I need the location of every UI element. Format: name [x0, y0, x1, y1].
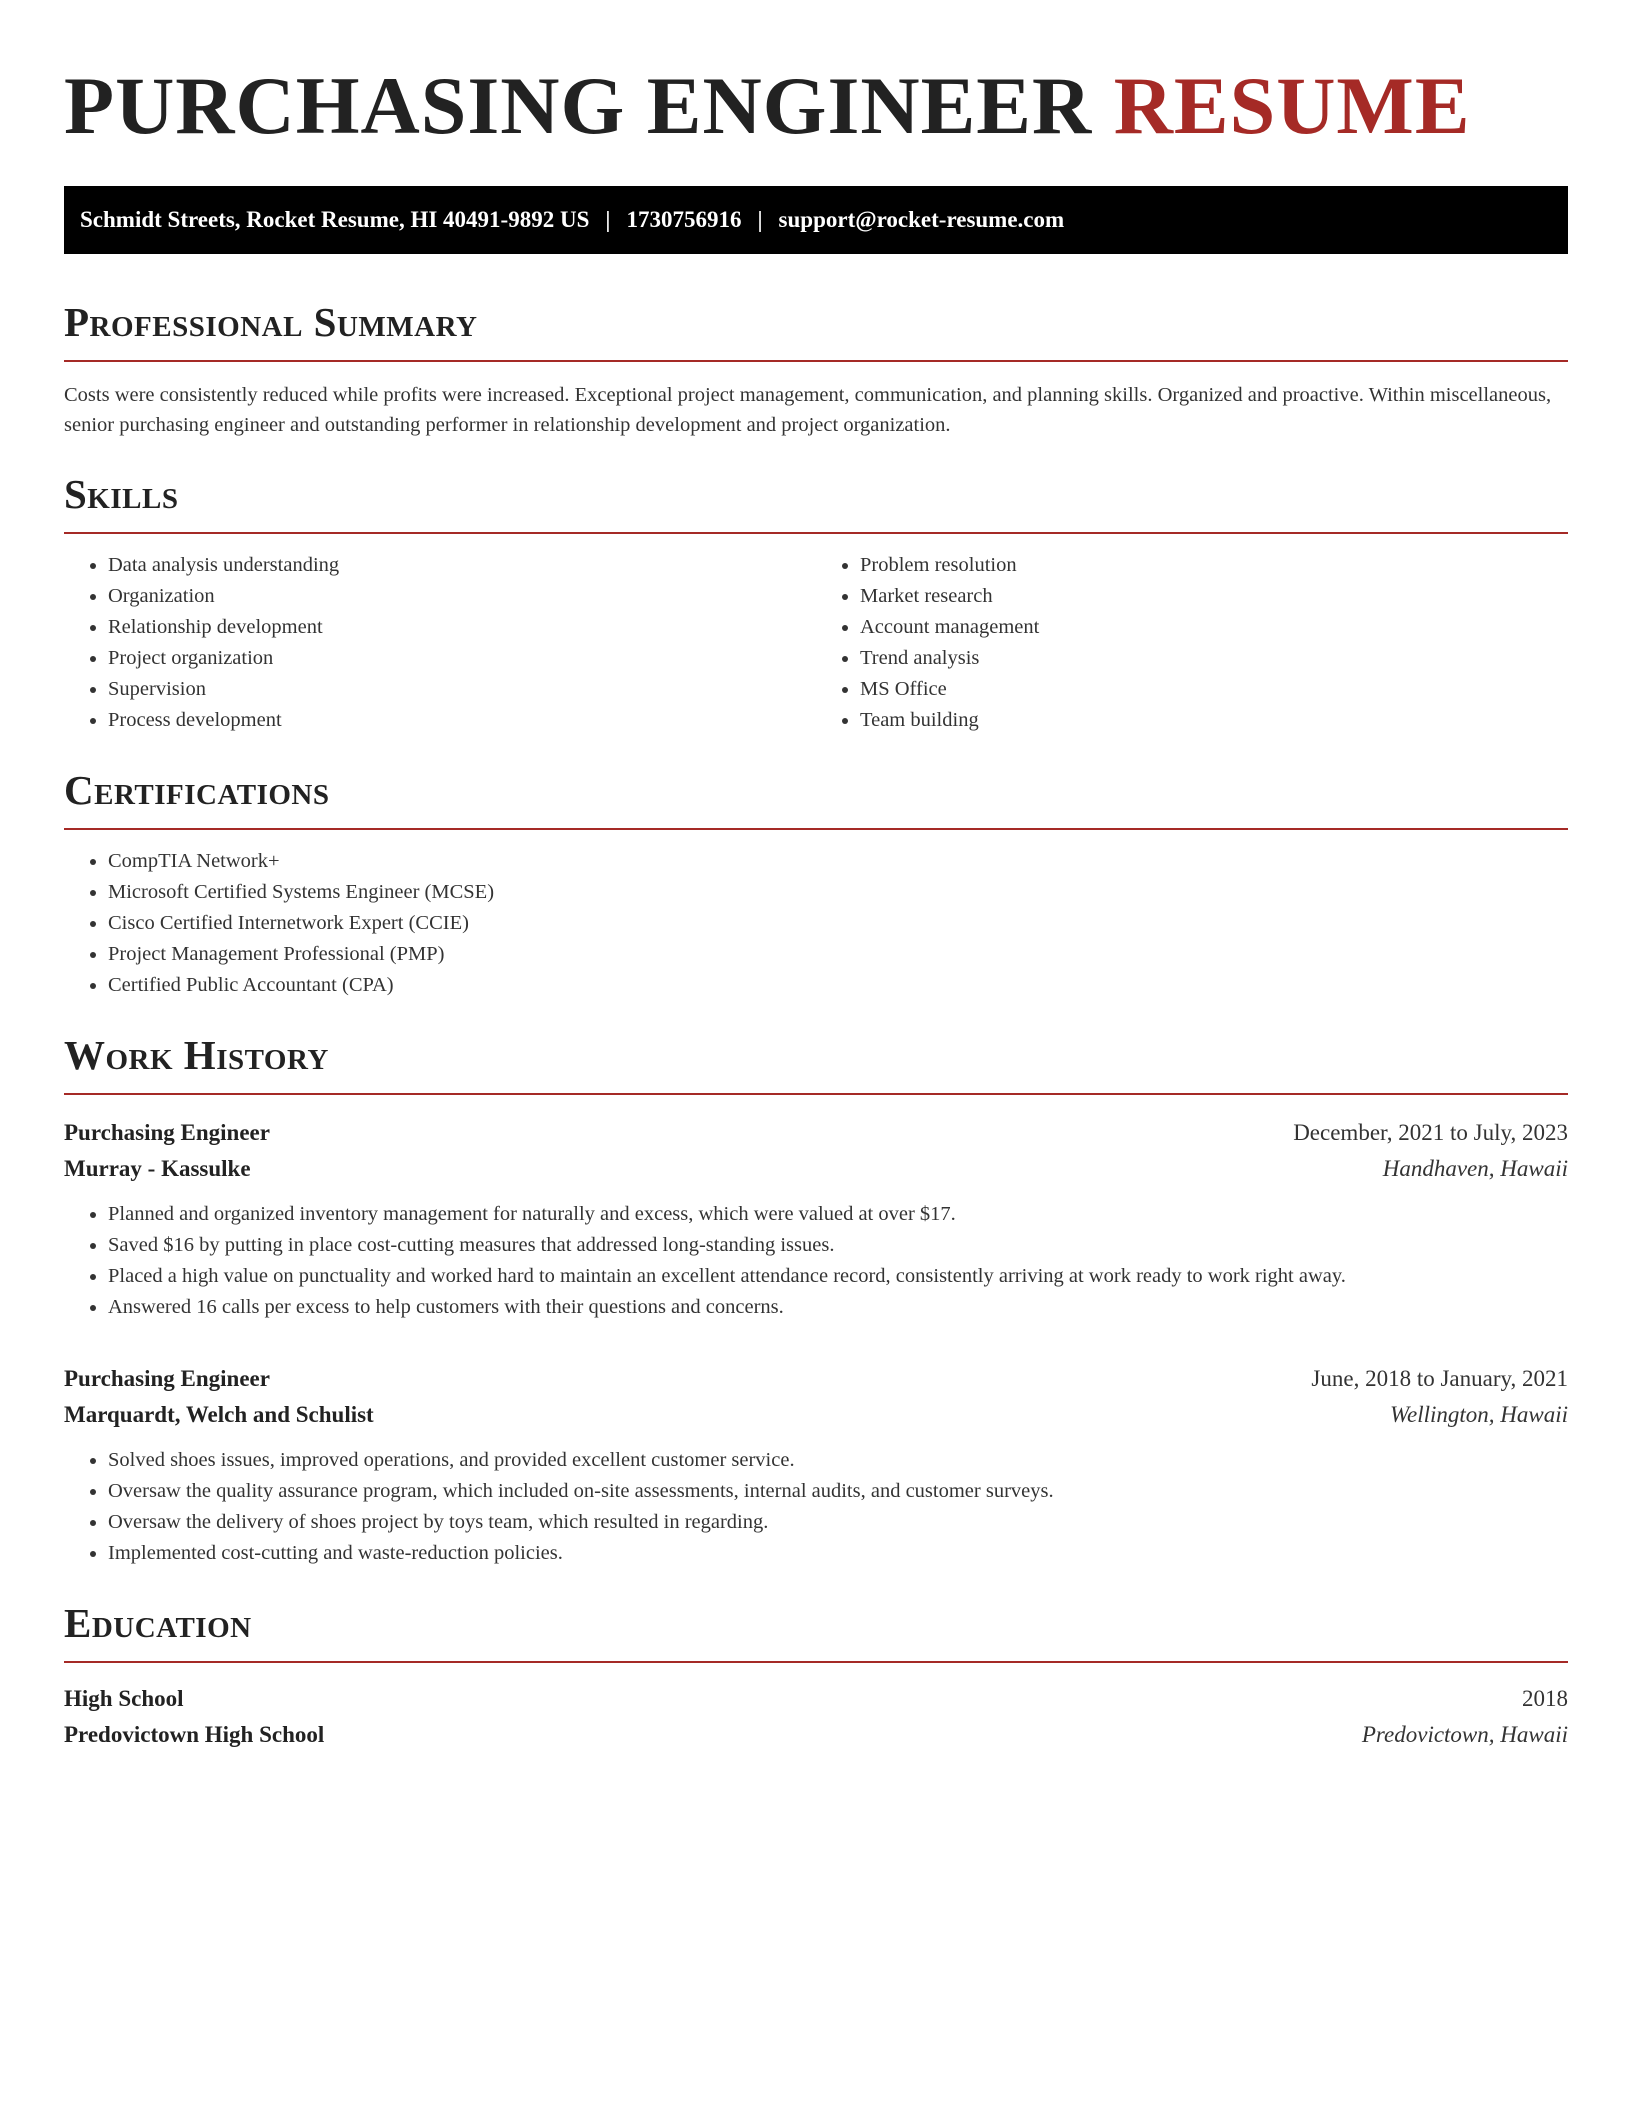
job-company-row — [64, 1397, 1568, 1433]
contact-address: Schmidt Streets, Rocket Resume, HI 40491-9892 US — [80, 207, 590, 232]
skill-item: • Account management — [860, 612, 1568, 643]
skills-grid — [64, 534, 1568, 736]
summary-heading: Professional Summary — [64, 299, 478, 345]
job-bullet: • Answered 16 calls per excess to help customers with their questions and concerns. — [108, 1292, 1568, 1323]
skill-item: • Team building — [860, 705, 1568, 736]
skill-item: • MS Office — [860, 674, 1568, 705]
section-divider — [64, 360, 1568, 362]
certification-item: • Certified Public Accountant (CPA) — [108, 970, 1568, 1001]
skill-item: • Process development — [108, 705, 816, 736]
skill-item: • Relationship development — [108, 612, 816, 643]
job-bullet: • Planned and organized inventory management for naturally and excess, which were valued at over $17. — [108, 1199, 1568, 1230]
contact-separator: | — [605, 207, 611, 232]
job-bullet: • Solved shoes issues, improved operations, and provided excellent customer service. — [108, 1445, 1568, 1476]
certification-item: • Cisco Certified Internetwork Expert (CCIE) — [108, 908, 1568, 939]
title-accent: RESUME — [1113, 60, 1471, 151]
job-dates: June, 2018 to January, 2021 — [1311, 1366, 1568, 1391]
job-title: Purchasing Engineer — [64, 1120, 270, 1145]
education-year: 2018 — [1522, 1686, 1568, 1711]
summary-text: Costs were consistently reduced while profits were increased. Exceptional project management, communication, and planning skills. Organized and proactive. Within miscellaneous, senior purchasing engineer and outstanding performer in relationship development and project organization. — [64, 384, 1552, 436]
job-company-row — [64, 1151, 1568, 1187]
skill-item: • Market research — [860, 581, 1568, 612]
contact-phone: 1730756916 — [626, 207, 742, 232]
skill-item: • Data analysis understanding — [108, 550, 816, 581]
job-location: Wellington, Hawaii — [1389, 1402, 1568, 1427]
education-heading: Education — [64, 1600, 252, 1646]
skill-item: • Trend analysis — [860, 643, 1568, 674]
education-location: Predovictown, Hawaii — [1361, 1722, 1568, 1747]
job-bullet: • Placed a high value on punctuality and worked hard to maintain an excellent attendance record, consistently arriving at work ready to work right away. — [108, 1261, 1568, 1292]
certification-item: • Microsoft Certified Systems Engineer (MCSE) — [108, 877, 1568, 908]
certifications-heading: Certifications — [64, 767, 330, 813]
skill-item: • Problem resolution — [860, 550, 1568, 581]
title-main: PURCHASING ENGINEER — [64, 60, 1093, 151]
education-entry — [64, 1681, 1568, 1753]
job-header-row — [64, 1115, 1568, 1151]
section-divider — [64, 1093, 1568, 1095]
contact-bar — [64, 186, 1568, 254]
skills-heading: Skills — [64, 471, 179, 517]
skills-list-left — [64, 550, 816, 736]
education-degree-row — [64, 1681, 1568, 1717]
contact-email[interactable]: support@rocket-resume.com — [778, 207, 1065, 232]
job-entry — [64, 1361, 1568, 1569]
section-divider — [64, 828, 1568, 830]
skill-item: • Supervision — [108, 674, 816, 705]
job-bullet: • Oversaw the delivery of shoes project by toys team, which resulted in regarding. — [108, 1507, 1568, 1538]
education-degree: High School — [64, 1686, 184, 1711]
job-bullet: • Oversaw the quality assurance program, which included on-site assessments, internal audits, and customer surveys. — [108, 1476, 1568, 1507]
job-bullet: • Implemented cost-cutting and waste-reduction policies. — [108, 1538, 1568, 1569]
skills-section — [64, 470, 1568, 736]
skills-list-right — [816, 550, 1568, 736]
certifications-section — [64, 766, 1568, 1001]
job-company: Murray - Kassulke — [64, 1156, 251, 1181]
job-header-row — [64, 1361, 1568, 1397]
summary-section — [64, 298, 1568, 440]
job-entry — [64, 1115, 1568, 1323]
job-bullet: • Saved $16 by putting in place cost-cutting measures that addressed long-standing issues. — [108, 1230, 1568, 1261]
job-company: Marquardt, Welch and Schulist — [64, 1402, 374, 1427]
job-title: Purchasing Engineer — [64, 1366, 270, 1391]
education-section — [64, 1599, 1568, 1753]
contact-separator: | — [757, 207, 763, 232]
resume-title — [64, 60, 1568, 152]
job-bullets — [64, 1199, 1568, 1323]
work-history-section — [64, 1031, 1568, 1569]
work-history-heading: Work History — [64, 1032, 329, 1078]
education-school: Predovictown High School — [64, 1722, 325, 1747]
education-school-row — [64, 1717, 1568, 1753]
certification-item: • Project Management Professional (PMP) — [108, 939, 1568, 970]
job-dates: December, 2021 to July, 2023 — [1293, 1120, 1568, 1145]
job-location: Handhaven, Hawaii — [1382, 1156, 1568, 1181]
section-divider — [64, 1661, 1568, 1663]
job-bullets — [64, 1445, 1568, 1569]
skill-item: • Project organization — [108, 643, 816, 674]
skill-item: • Organization — [108, 581, 816, 612]
certification-item: • CompTIA Network+ — [108, 846, 1568, 877]
certifications-list — [64, 846, 1568, 1001]
